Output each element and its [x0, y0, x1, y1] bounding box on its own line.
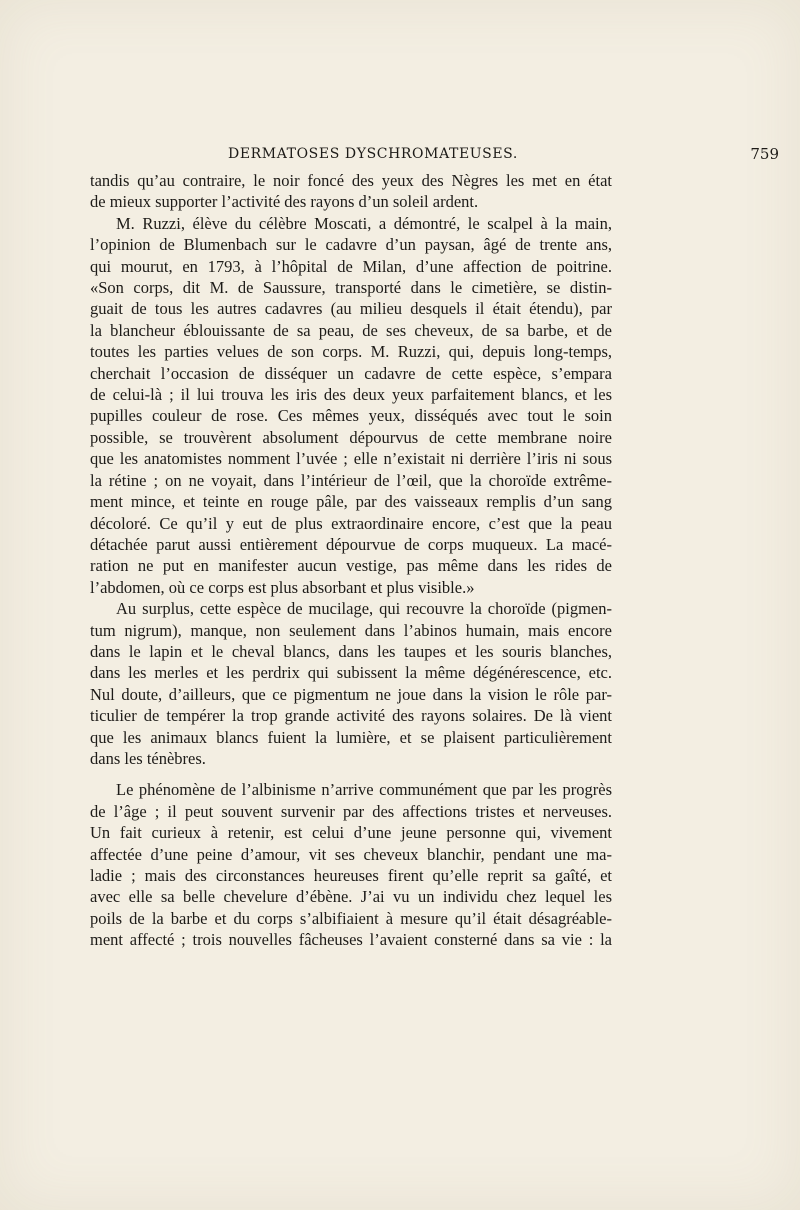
text-line: que les anatomistes nomment l’uvée ; elle n’existait ni derrière l’iris ni sous: [90, 449, 612, 469]
text-line: affectée d’une peine d’amour, vit ses cheveux blanchir, pendant une ma-: [90, 844, 612, 864]
text-line: Le phénomène de l’albinisme n’arrive communément que par les progrès: [116, 780, 612, 800]
text-line: cherchait l’occasion de disséquer un cadavre de cette espèce, s’empara: [90, 363, 612, 383]
text-line: dans les merles et les perdrix qui subissent la même dégénérescence, etc.: [90, 663, 612, 683]
text-line: toutes les parties velues de son corps. M. Ruzzi, qui, depuis long-temps,: [90, 342, 612, 362]
text-line: poils de la barbe et du corps s’albifiaient à mesure qu’il était désagréable-: [90, 908, 612, 928]
paragraph-gap: [90, 769, 612, 779]
text-line: tum nigrum), manque, non seulement dans l’abinos humain, mais encore: [90, 620, 612, 640]
running-title: DERMATOSES DYSCHROMATEUSES.: [228, 146, 518, 162]
text-line: «Son corps, dit M. de Saussure, transporté dans le cimetière, se distin-: [90, 278, 612, 298]
body-text: [90, 170, 612, 951]
text-line: Un fait curieux à retenir, est celui d’une jeune personne qui, vivement: [90, 823, 612, 843]
text-line: de l’âge ; il peut souvent survenir par des affections tristes et nerveuses.: [90, 801, 612, 821]
text-line: tandis qu’au contraire, le noir foncé des yeux des Nègres les met en état: [90, 171, 612, 190]
text-line: ment mince, et teinte en rouge pâle, par des vaisseaux remplis d’un sang: [90, 492, 612, 512]
text-line: la blancheur éblouissante de sa peau, de ses cheveux, de sa barbe, et de: [90, 320, 612, 340]
text-line: avec elle sa belle chevelure d’ébène. J’ai vu un individu chez lequel les: [90, 887, 612, 907]
text-line: l’opinion de Blumenbach sur le cadavre d’un paysan, âgé de trente ans,: [90, 235, 612, 255]
text-line: possible, se trouvèrent absolument dépourvus de cette membrane noire: [90, 427, 612, 447]
text-line: l’abdomen, où ce corps est plus absorbant et plus visible.»: [90, 577, 475, 597]
text-line: ticulier de tempérer la trop grande activité des rayons solaires. De là vient: [90, 706, 612, 726]
text-line: la rétine ; on ne voyait, dans l’intérieur de l’œil, que la choroïde extrême-: [90, 470, 612, 490]
text-line: dans le lapin et le cheval blancs, dans les taupes et les souris blanches,: [90, 641, 612, 661]
text-line: guait de tous les autres cadavres (au milieu desquels il était étendu), par: [90, 299, 612, 319]
text-line: qui mourut, en 1793, à l’hôpital de Milan, d’une affection de poitrine.: [90, 256, 612, 276]
text-line: de mieux supporter l’activité des rayons d’un soleil ardent.: [90, 192, 479, 212]
text-line: de celui-là ; il lui trouva les iris des deux yeux parfaitement blancs, et les: [90, 385, 612, 405]
text-line: Au surplus, cette espèce de mucilage, qui recouvre la choroïde (pigmen-: [116, 599, 612, 619]
page-number: 759: [750, 145, 779, 163]
text-line: ment affecté ; trois nouvelles fâcheuses l’avaient consterné dans sa vie : la: [90, 930, 612, 950]
text-line: M. Ruzzi, élève du célèbre Moscati, a démontré, le scalpel à la main,: [116, 213, 612, 233]
text-line: ladie ; mais des circonstances heureuses firent qu’elle reprit sa gaîté, et: [90, 866, 612, 885]
text-line: décoloré. Ce qu’il y eut de plus extraordinaire encore, c’est que la peau: [90, 513, 612, 533]
text-line: Nul doute, d’ailleurs, que ce pigmentum ne joue dans la vision le rôle par-: [90, 684, 612, 704]
text-line: pupilles couleur de rose. Ces mêmes yeux, disséqués avec tout le soin: [90, 406, 612, 426]
text-line: que les animaux blancs fuient la lumière, et se plaisent particulièrement: [90, 727, 612, 747]
text-line: détachée parut aussi entièrement dépourvue de corps muqueux. La macé-: [90, 534, 612, 554]
text-line: ration ne put en manifester aucun vestige, pas même dans les rides de: [90, 556, 612, 576]
text-line: dans les ténèbres.: [90, 748, 206, 768]
